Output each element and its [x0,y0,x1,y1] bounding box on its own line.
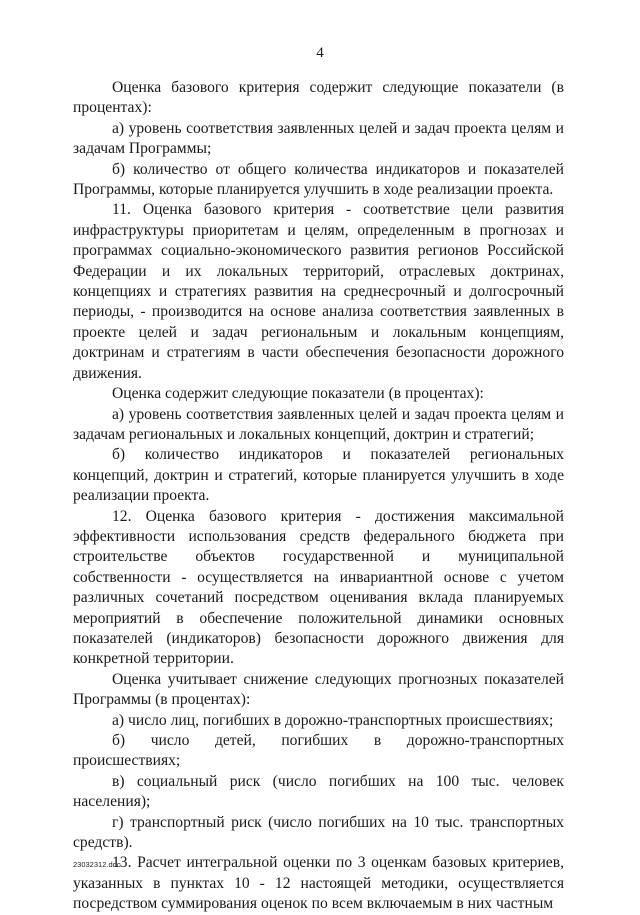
paragraph-item-a: а) уровень соответствия заявленных целей и задач проекта целям и задачам Программы; [73,119,564,158]
paragraph-section-12-item-a: а) число лиц, погибших в дорожно-транспортных происшествиях; [112,711,554,729]
paragraph-section-13: 13. Расчет интегральной оценки по 3 оценкам базовых критериев, указанных в пунктах 10 - 12 настоящей методики, осуществляется посредством суммирования оценок по всем включаемым в них частным [73,854,564,913]
paragraph-section-12-item-v: в) социальный риск (число погибших на 100 тыс. человек населения); [73,772,564,811]
paragraph-section-12: 12. Оценка базового критерия - достижения максимальной эффективности использования средств федерального бюджета при строительстве объектов государственной и муниципальной собственности - осуществляется на инвариантной основе с учетом различных сочетаний посредством оценивания вклада планируемых мероприятий в обеспечение положительной динамики основных показателей (индикаторов) безопасности дорожного движения для конкретной территории. [73,507,564,668]
paragraph-section-12-indicators: Оценка учитывает снижение следующих прогнозных показателей Программы (в процентах): [73,670,564,709]
paragraph-section-11: 11. Оценка базового критерия - соответствие цели развития инфраструктуры приоритетам и целям, определенным в прогнозах и программах социально-экономического развития регионов Российской Федерации и их локальных территорий, отраслевых доктринах, концепциях и стратегиях развития на среднесрочный и долгосрочный периоды, - производится на основе анализа соответствия заявленных в проекте целей и задач региональным и локальным концепциям, доктринам и стратегиям в части обеспечения безопасности дорожного движения. [73,201,564,382]
paragraph-section-11-item-b: б) количество индикаторов и показателей региональных концепций, доктрин и стратегий, которые планируется улучшить в ходе реализации проекта. [73,446,564,505]
paragraph-section-11-indicators: Оценка содержит следующие показатели (в процентах): [112,385,484,403]
paragraph-base-criterion-intro: Оценка базового критерия содержит следующие показатели (в процентах): [73,79,564,117]
paragraph-section-11-item-a: а) уровень соответствия заявленных целей и задач проекта целям и задачам региональных и локальных концепций, доктрин и стратегий; [73,405,564,443]
paragraph-section-12-item-b: б) число детей, погибших в дорожно-транспортных происшествиях; [73,732,564,770]
paragraph-section-12-item-g: г) транспортный риск (число погибших на 10 тыс. транспортных средств). [73,813,564,852]
paragraph-item-b: б) количество от общего количества индикаторов и показателей Программы, которые планируется улучшить в ходе реализации проекта. [73,160,564,199]
page-number: 4 [316,45,324,61]
document-body [73,78,564,915]
footer-filename: 23032312.doc [73,860,121,869]
